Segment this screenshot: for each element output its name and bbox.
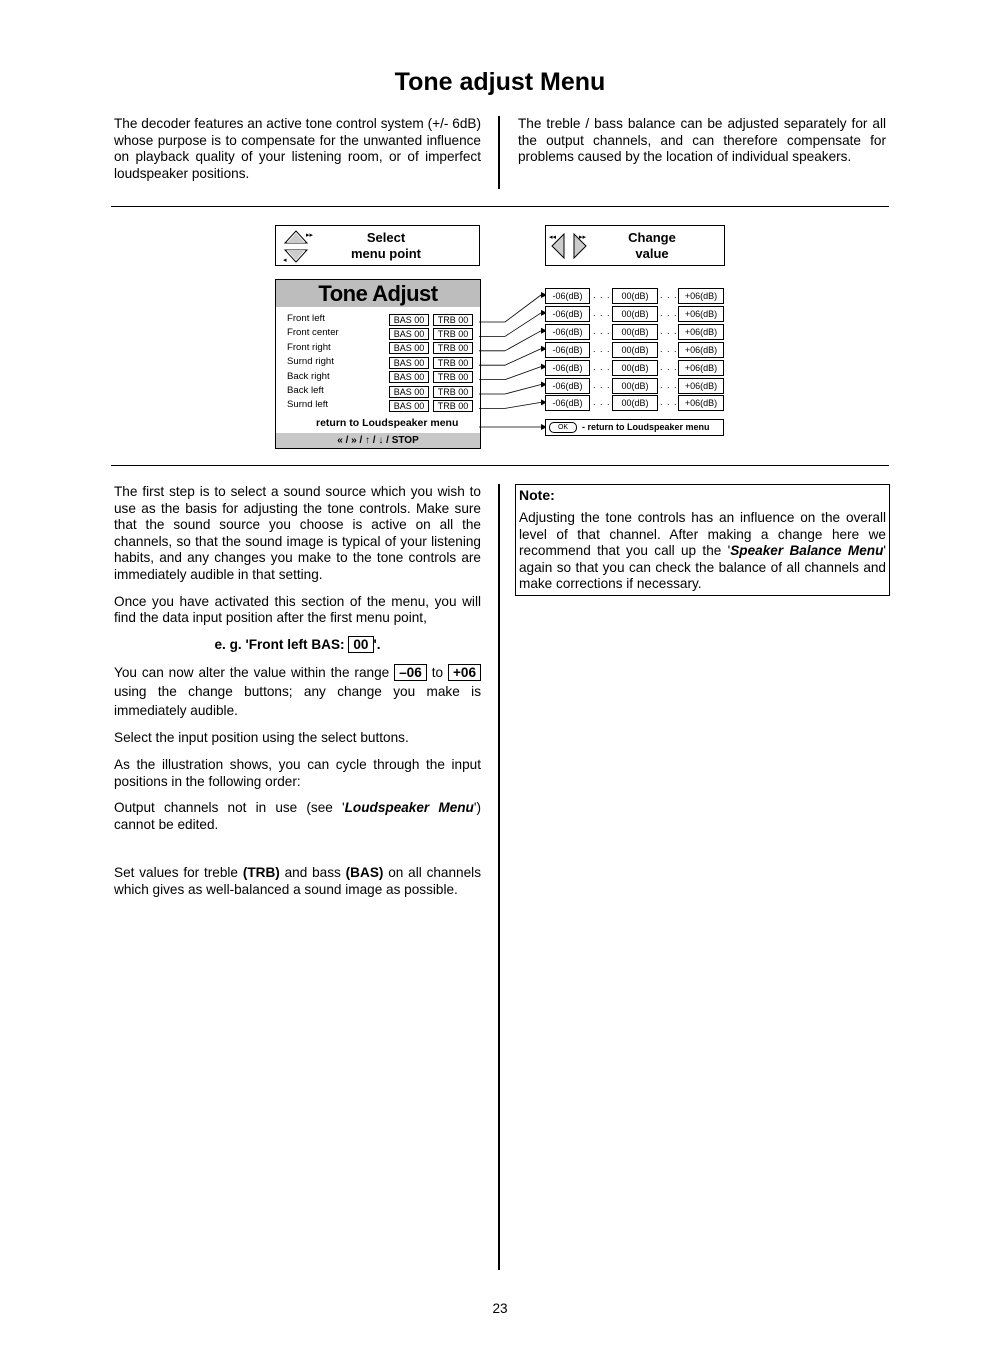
instructions-paragraph-4: Select the input position using the select buttons.: [114, 730, 409, 746]
page-title: Tone adjust Menu: [394, 68, 606, 96]
section-rule-top: [111, 206, 889, 207]
unused-text-a: Output channels not in use (see ': [114, 800, 345, 816]
column-divider-top: [498, 116, 500, 189]
select-label-line1: Select: [366, 230, 406, 245]
range-dots-left: . . .: [593, 307, 611, 318]
range-max-value: +06(dB): [678, 378, 724, 394]
connector-line: [505, 331, 541, 351]
osd-channel-name: Front right: [287, 341, 331, 353]
range-min-value: -06(dB): [545, 342, 590, 358]
range-max-value: +06(dB): [678, 360, 724, 376]
connector-line: [505, 313, 541, 337]
unused-text-b: ') cannot be edited.: [114, 800, 481, 832]
connector-line: [505, 295, 541, 322]
range-max-box: +06: [448, 664, 481, 681]
svg-text:▸▸: ▸▸: [306, 231, 314, 239]
connector-line: [505, 402, 541, 408]
note-text-b: ' again so that you can check the balance of all channels and make corrections if necessary.: [519, 543, 886, 592]
osd-treble-value: TRB 00: [433, 371, 473, 383]
ok-return-box: [545, 419, 724, 436]
osd-return-text: return to Loudspeaker menu: [316, 417, 459, 429]
intro-right-paragraph: The treble / bass balance can be adjusted separately for all the output channels, and can therefore compensate for problems caused by the location of individual speakers.: [518, 116, 886, 165]
range-mid-value: 00(dB): [612, 306, 658, 322]
example-value-box: 00: [348, 636, 373, 653]
osd-channel-name: Front left: [287, 313, 325, 324]
instructions-paragraph-7: [114, 865, 481, 898]
osd-title: Tone Adjust: [276, 280, 480, 307]
range-text-c: using the change buttons; any change you make is immediately audible.: [114, 684, 481, 719]
loudspeaker-menu-ref: Loudspeaker Menu: [344, 800, 474, 816]
set-values-text-c: on all channels which gives as well-balanced a sound image as possible.: [114, 865, 481, 897]
osd-treble-value: TRB 00: [433, 357, 473, 369]
instructions-paragraph-3: [114, 663, 481, 720]
range-dots-right: . . .: [660, 307, 678, 318]
instructions-paragraph-5: As the illustration shows, you can cycle through the input positions in the following order:: [114, 756, 481, 789]
ok-button-icon: OK: [549, 422, 577, 433]
note-heading: Note:: [519, 487, 555, 503]
note-text: [519, 510, 886, 593]
osd-channel-name: Surnd left: [287, 399, 329, 411]
range-min-value: -06(dB): [545, 360, 590, 376]
osd-bass-value: BAS 00: [389, 342, 429, 354]
osd-bass-value: BAS 00: [389, 371, 429, 383]
range-max-value: +06(dB): [678, 395, 724, 411]
osd-treble-value: TRB 00: [433, 400, 473, 412]
ok-return-text: - return to Loudspeaker menu: [582, 422, 710, 432]
instructions-paragraph-2: Once you have activated this section of the menu, you will find the data input position after the first menu point,: [114, 593, 481, 626]
set-values-text-a: Set values for treble: [114, 865, 238, 881]
connector-line: [505, 367, 541, 380]
range-dots-right: . . .: [660, 343, 678, 354]
change-label-line1: Change: [628, 230, 676, 245]
intro-left-paragraph: The decoder features an active tone control system (+/- 6dB) whose purpose is to compensate for the unwanted influence on playback quality of your listening room, or of imperfect loudspeaker positions.: [114, 116, 481, 181]
range-min-value: -06(dB): [545, 288, 590, 304]
up-down-arrows-icon: [283, 228, 314, 264]
range-dots-left: . . .: [593, 343, 611, 354]
osd-bass-value: BAS 00: [389, 386, 429, 398]
tone-adjust-osd-screen: [275, 279, 481, 449]
range-min-value: -06(dB): [545, 306, 590, 322]
range-dots-right: . . .: [660, 290, 678, 300]
range-min-value: -06(dB): [545, 395, 590, 411]
range-mid-value: 00(dB): [612, 360, 658, 376]
section-rule-bottom: [111, 465, 889, 466]
osd-channel-name: Back left: [287, 385, 324, 396]
osd-bass-value: BAS 00: [389, 400, 429, 412]
osd-treble-value: TRB 00: [433, 314, 473, 326]
osd-bass-value: BAS 00: [389, 314, 429, 326]
range-text-b: to: [431, 665, 444, 681]
instructions-paragraph-1: The first step is to select a sound source which you wish to use as the basis for adjusting the tone controls. Make sure that the sound source you choose is active on all the channels, so that the sound image is typical of your listening habits, and any changes you make to the tone controls are immediately audible in that setting.: [114, 484, 481, 582]
range-min-box: –06: [394, 664, 427, 681]
osd-treble-value: TRB 00: [433, 386, 473, 398]
osd-bass-value: BAS 00: [389, 328, 429, 340]
range-text-a: You can now alter the value within the range: [114, 665, 390, 681]
range-dots-right: . . .: [660, 397, 678, 408]
page-number: 23: [492, 1301, 508, 1316]
range-max-value: +06(dB): [678, 342, 724, 358]
connector-line: [505, 349, 541, 366]
range-dots-left: . . .: [593, 361, 611, 372]
select-menu-point-box: [275, 225, 480, 266]
range-dots-left: . . .: [593, 290, 611, 300]
osd-treble-value: TRB 00: [433, 342, 473, 354]
range-mid-value: 00(dB): [612, 378, 658, 394]
speaker-balance-menu-ref: Speaker Balance Menu: [730, 543, 884, 559]
osd-footer-keys: « / » / ↑ / ↓ / STOP: [276, 433, 480, 448]
instructions-column: [114, 484, 481, 909]
range-mid-value: 00(dB): [612, 395, 658, 411]
range-max-value: +06(dB): [678, 288, 724, 304]
set-values-text-b: and bass: [284, 865, 341, 881]
osd-treble-value: TRB 00: [433, 328, 473, 340]
range-mid-value: 00(dB): [612, 342, 658, 358]
change-label-line2: value: [635, 246, 669, 261]
trb-label: (TRB): [242, 865, 280, 881]
select-label-line2: menu point: [350, 246, 422, 261]
osd-bass-value: BAS 00: [389, 357, 429, 369]
osd-channel-name: Front center: [287, 327, 339, 339]
note-box: [515, 484, 890, 596]
range-dots-left: . . .: [593, 325, 611, 336]
diagram-connector-lines: [479, 285, 549, 435]
note-text-a: Adjusting the tone controls has an influence on the overall level of that channel. After making a change here we recommend that you call up the ': [519, 510, 886, 559]
example-suffix: '.: [373, 636, 381, 652]
range-dots-left: . . .: [593, 379, 611, 390]
svg-text:▸▸: ▸▸: [579, 233, 587, 241]
example-line: [114, 637, 481, 654]
range-max-value: +06(dB): [678, 306, 724, 322]
example-prefix: e. g. 'Front left BAS:: [214, 636, 345, 652]
connector-line: [505, 385, 541, 395]
instructions-paragraph-6: [114, 800, 481, 833]
column-divider-bottom: [498, 484, 500, 1270]
range-dots-right: . . .: [660, 361, 678, 372]
range-min-value: -06(dB): [545, 324, 590, 340]
range-dots-right: . . .: [660, 379, 678, 390]
bas-label: (BAS): [345, 865, 384, 881]
svg-text:◂◂: ◂◂: [549, 233, 557, 241]
range-dots-right: . . .: [660, 325, 678, 336]
range-mid-value: 00(dB): [612, 324, 658, 340]
osd-channel-name: Surnd right: [287, 356, 334, 368]
svg-text:◂: ◂: [283, 256, 287, 264]
range-mid-value: 00(dB): [612, 288, 658, 304]
left-right-arrows-icon: [549, 232, 589, 260]
range-min-value: -06(dB): [545, 378, 590, 394]
range-max-value: +06(dB): [678, 324, 724, 340]
change-value-box: [545, 225, 725, 266]
osd-channel-name: Back right: [287, 370, 330, 382]
range-dots-left: . . .: [593, 397, 611, 408]
